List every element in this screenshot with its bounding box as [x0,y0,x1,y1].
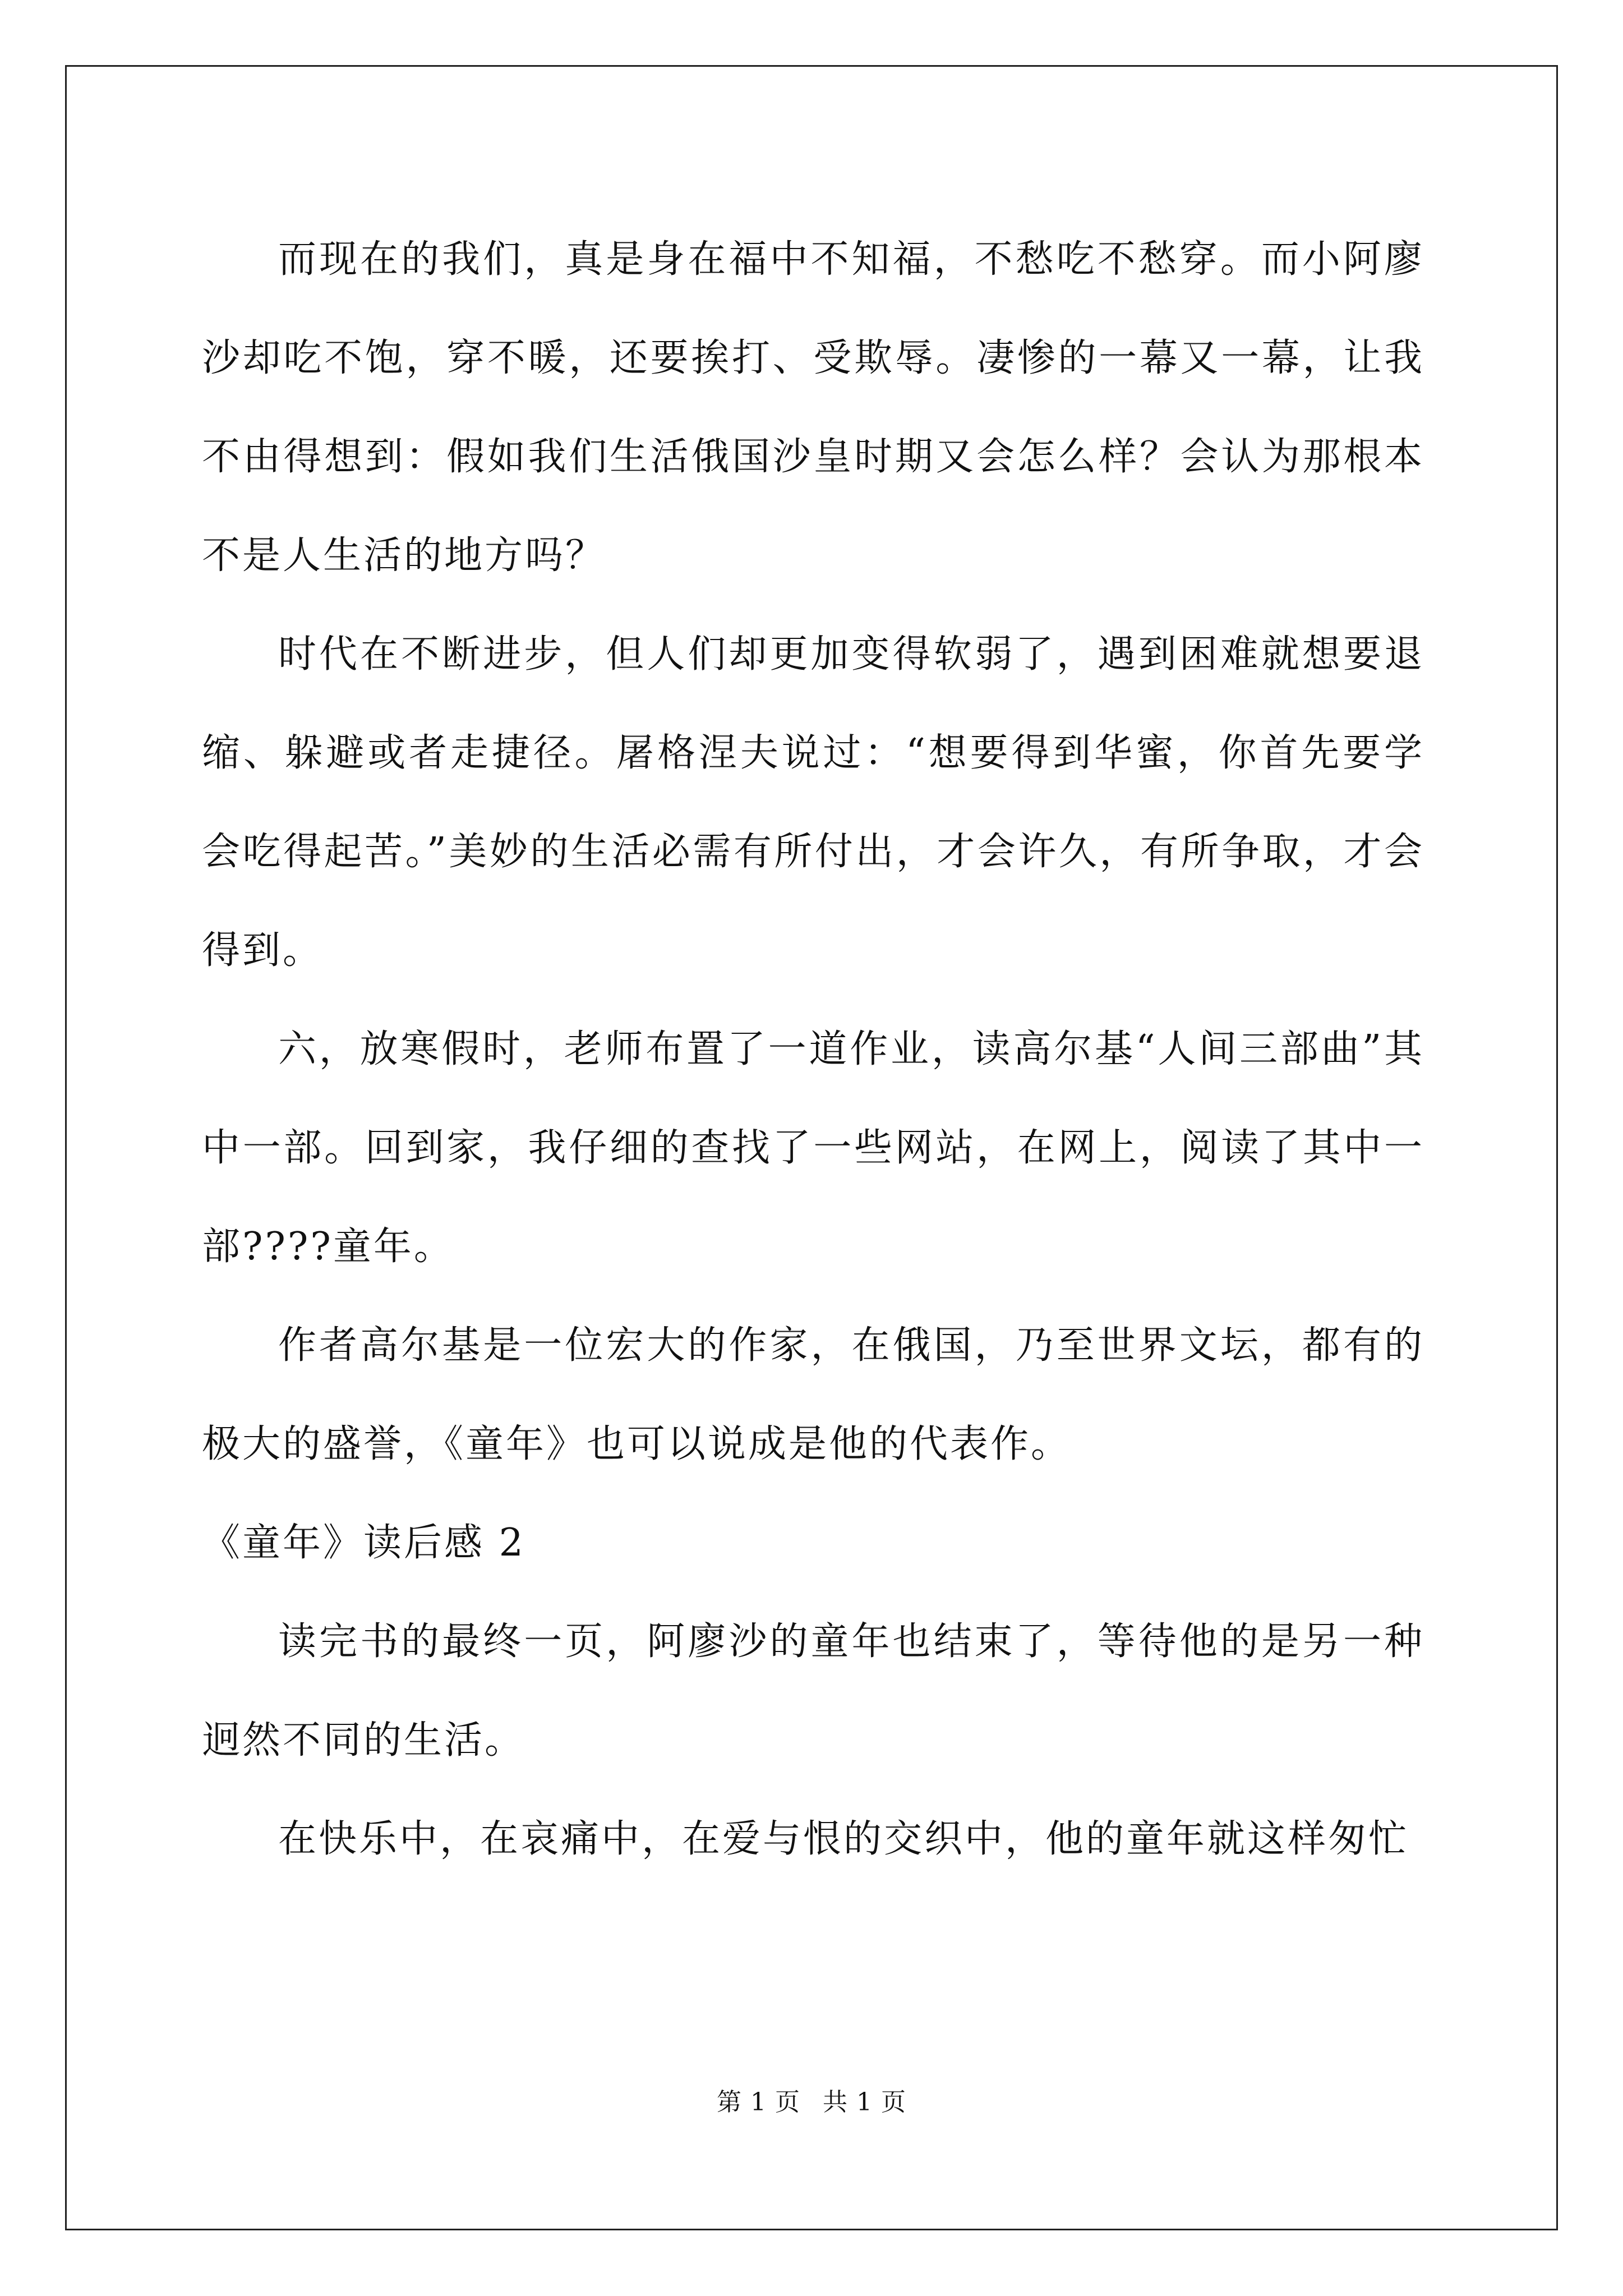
page-footer [0,2086,1623,2119]
page-total: 共 1 页 [823,2088,906,2116]
paragraph: 时代在不断进步，但人们却更加变得软弱了，遇到困难就想要退缩、躲避或者走捷径。屠格涅夫说过：“想要得到华蜜，你首先要学会吃得起苦。”美妙的生活必需有所付出，才会许久，有所争取，才会得到。 [202,632,1424,973]
page-number: 第 1 页 [717,2088,800,2116]
paragraph: 六，放寒假时，老师布置了一道作业，读高尔基“人间三部曲”其中一部。回到家，我仔细的查找了一些网站，在网上，阅读了其中一部????童年。 [202,1027,1424,1269]
paragraph: 而现在的我们，真是身在福中不知福，不愁吃不愁穿。而小阿廖沙却吃不饱，穿不暖，还要挨打、受欺辱。凄惨的一幕又一幕，让我不由得想到：假如我们生活俄国沙皇时期又会怎么样？会认为那根本不是人生活的地方吗？ [202,237,1424,578]
paragraph: 作者高尔基是一位宏大的作家，在俄国，乃至世界文坛，都有的极大的盛誉，《童年》也可以说成是他的代表作。 [202,1323,1424,1466]
section-heading: 《童年》读后感 2 [202,1521,525,1565]
paragraph: 读完书的最终一页，阿廖沙的童年也结束了，等待他的是另一种迥然不同的生活。 [202,1619,1424,1763]
document-body [202,210,1424,1889]
paragraph: 在快乐中，在哀痛中，在爱与恨的交织中，他的童年就这样匆忙 [278,1817,1409,1861]
